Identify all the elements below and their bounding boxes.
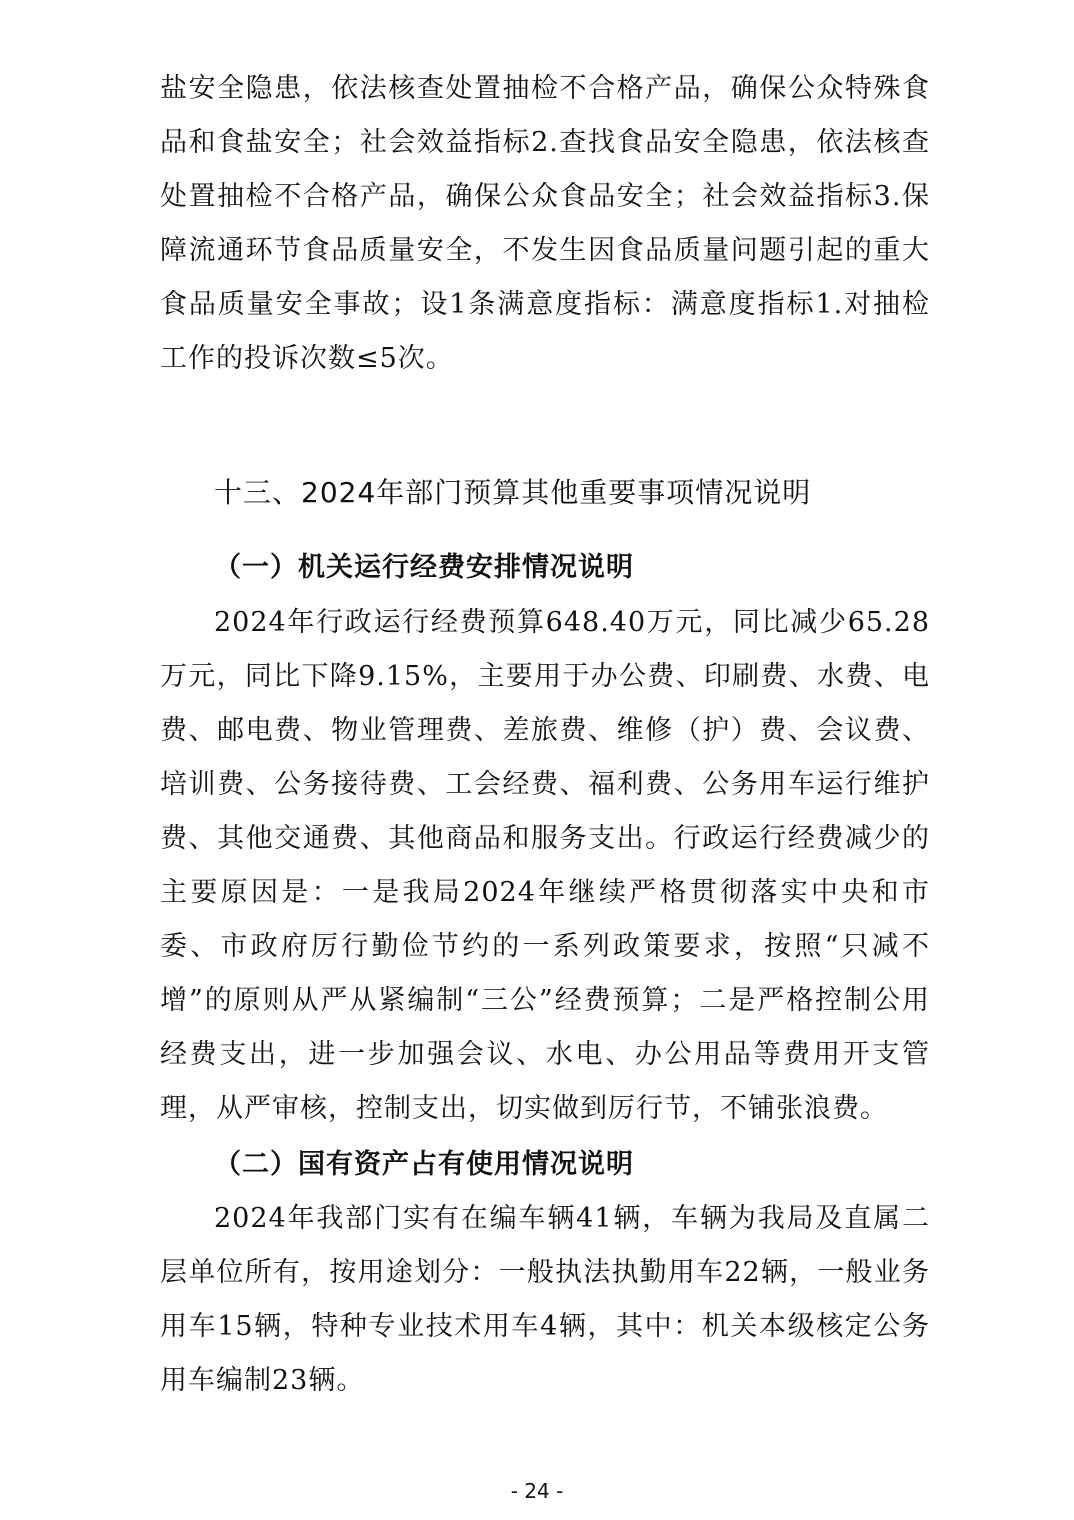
subsection-heading-state-assets: （二）国有资产占有使用情况说明 — [214, 1149, 634, 1180]
operating-expenses-paragraph: 2024年行政运行经费预算648.40万元，同比减少65.28万元，同比下降9.15%，主要用于办公费、印刷费、水费、电费、邮电费、物业管理费、差旅费、维修（护）费、会议费、培训费、公务接待费、工会经费、福利费、公务用车运行维护费、其他交通费、其他商品和服务支出。行政运行经费减少的主要原因是：一是我局2024年继续严格贯彻落实中央和市委、市政府厉行勤俭节约的一系列政策要求，按照“只减不增”的原则从严从紧编制“三公”经费预算；二是严格控制公用经费支出，进一步加强会议、水电、办公用品等费用开支管理，从严审核，控制支出，切实做到厉行节，不铺张浪费。 — [160, 607, 930, 1124]
state-assets-paragraph: 2024年我部门实有在编车辆41辆，车辆为我局及直属二层单位所有，按用途划分：一般执法执勤用车22辆，一般业务用车15辆，特种专业技术用车4辆，其中：机关本级核定公务用车编制23辆。 — [160, 1203, 930, 1396]
section-heading: 十三、2024年部门预算其他重要事项情况说明 — [214, 476, 812, 509]
continuation-paragraph: 盐安全隐患，依法核查处置抽检不合格产品，确保公众特殊食品和食盐安全；社会效益指标2.查找食品安全隐患，依法核查处置抽检不合格产品，确保公众食品安全；社会效益指标3.保障流通环节食品质量安全，不发生因食品质量问题引起的重大食品质量安全事故；设1条满意度指标：满意度指标1.对抽检工作的投诉次数≤5次。 — [160, 73, 930, 374]
subsection-heading-operating-expenses: （一）机关运行经费安排情况说明 — [214, 552, 634, 583]
page-number: - 24 - — [510, 1479, 564, 1503]
